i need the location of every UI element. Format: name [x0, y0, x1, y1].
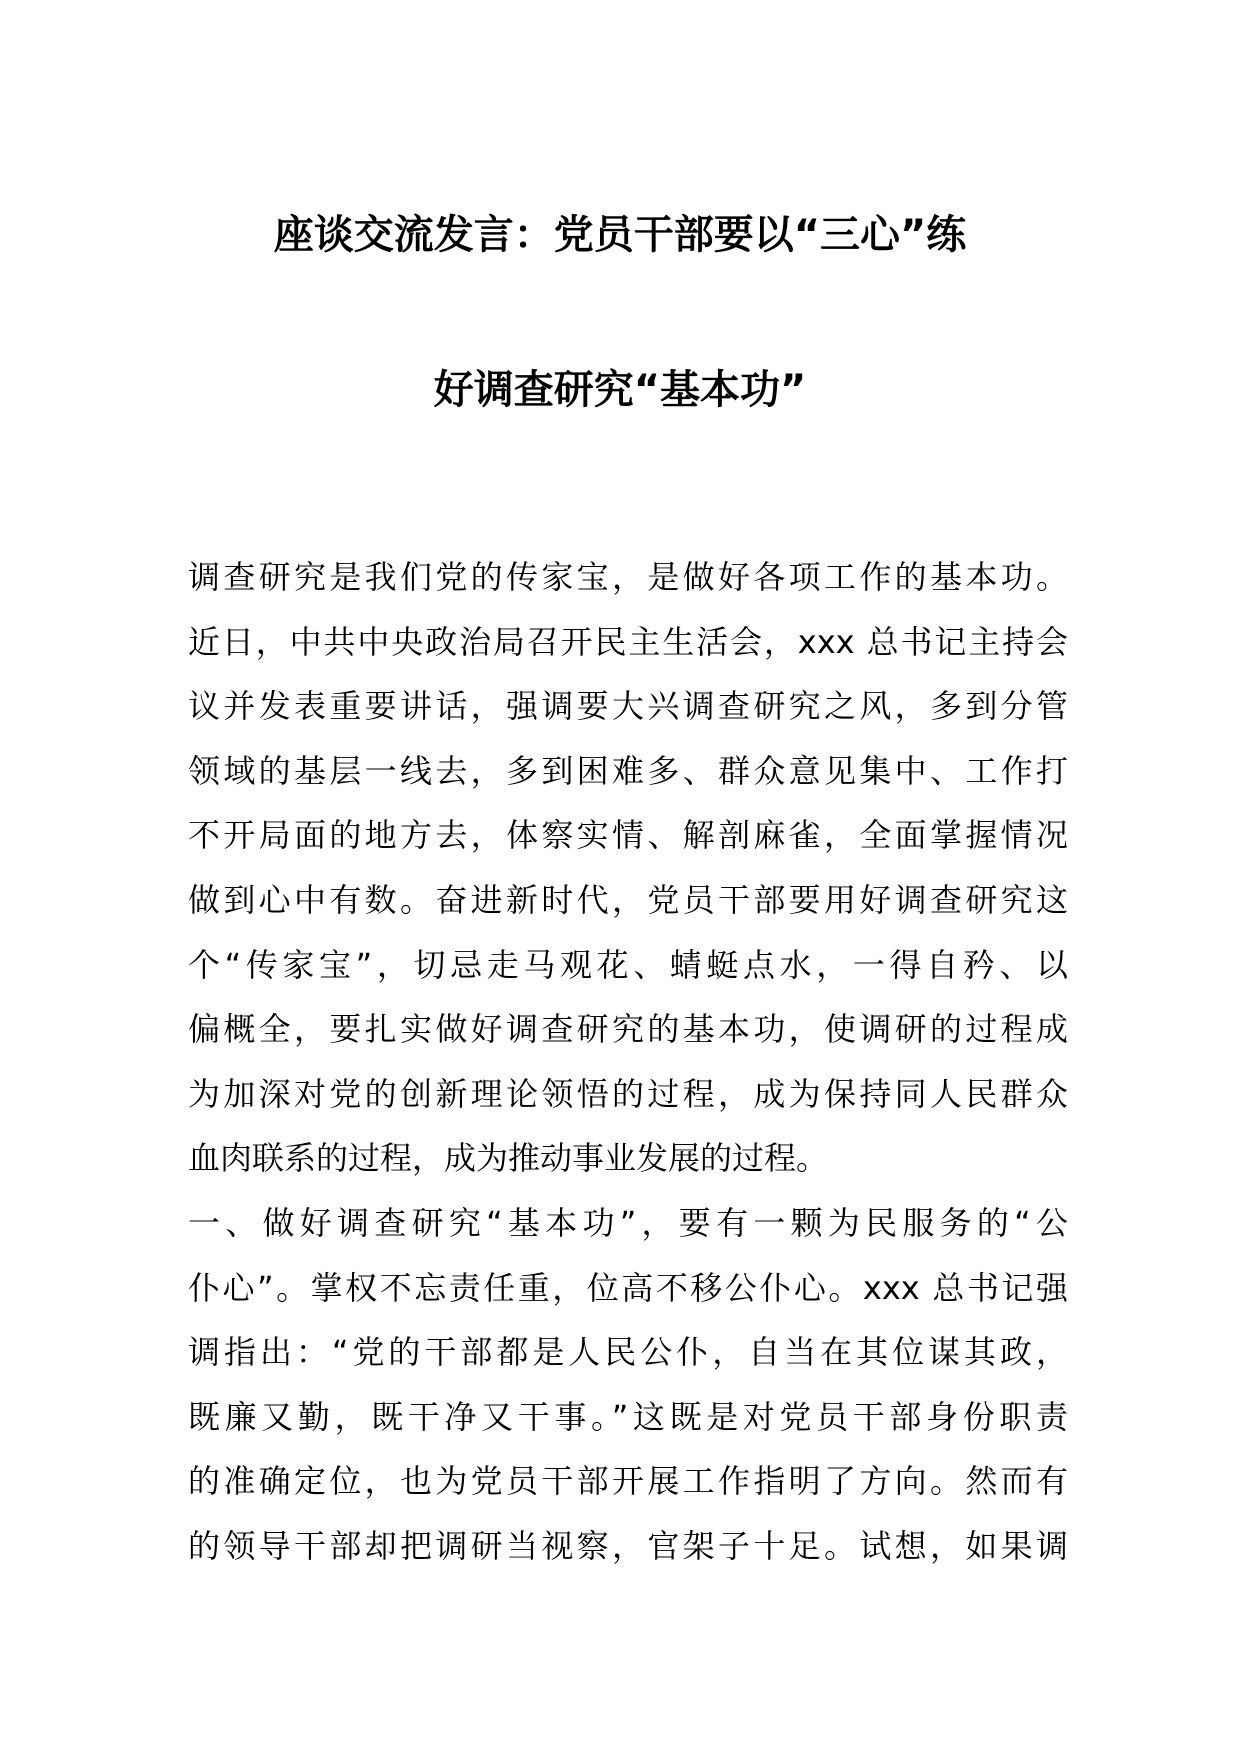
- body-line: 做到心中有数。奋进新时代，党员干部要用好调查研究这: [188, 880, 1068, 919]
- body-line: 偏概全，要扎实做好调查研究的基本功，使调研的过程成: [188, 1010, 1068, 1049]
- body-line: 仆心”。掌权不忘责任重，位高不移公仆心。xxx 总书记强: [188, 1268, 1068, 1307]
- document-title-line-2: 好调查研究“基本功”: [433, 367, 807, 413]
- body-line: 为加深对党的创新理论领悟的过程，成为保持同人民群众: [188, 1074, 1068, 1113]
- document-title-line-1: 座谈交流发言：党员干部要以“三心”练: [273, 212, 967, 258]
- body-line: 的准确定位，也为党员干部开展工作指明了方向。然而有: [188, 1462, 1068, 1501]
- body-line: 不开局面的地方去，体察实情、解剖麻雀，全面掌握情况: [188, 816, 1068, 855]
- body-line: 近日，中共中央政治局召开民主生活会，xxx 总书记主持会: [188, 622, 1068, 661]
- document-body: [188, 545, 1068, 1579]
- body-line: 的领导干部却把调研当视察，官架子十足。试想，如果调: [188, 1526, 1068, 1565]
- body-line: 一、做好调查研究“基本功”，要有一颗为民服务的“公: [188, 1203, 1068, 1242]
- body-line: 调查研究是我们党的传家宝，是做好各项工作的基本功。: [188, 558, 1068, 596]
- body-line: 议并发表重要讲话，强调要大兴调查研究之风，多到分管: [188, 687, 1068, 726]
- body-line: 血肉联系的过程，成为推动事业发展的过程。: [188, 1139, 829, 1178]
- body-line: 调指出：“党的干部都是人民公仆，自当在其位谋其政，: [188, 1333, 1068, 1372]
- body-line: 个“传家宝”，切忌走马观花、蜻蜓点水，一得自矜、以: [188, 945, 1068, 984]
- body-line: 既廉又勤，既干净又干事。”这既是对党员干部身份职责: [188, 1397, 1068, 1436]
- body-line: 领域的基层一线去，多到困难多、群众意见集中、工作打: [188, 751, 1068, 790]
